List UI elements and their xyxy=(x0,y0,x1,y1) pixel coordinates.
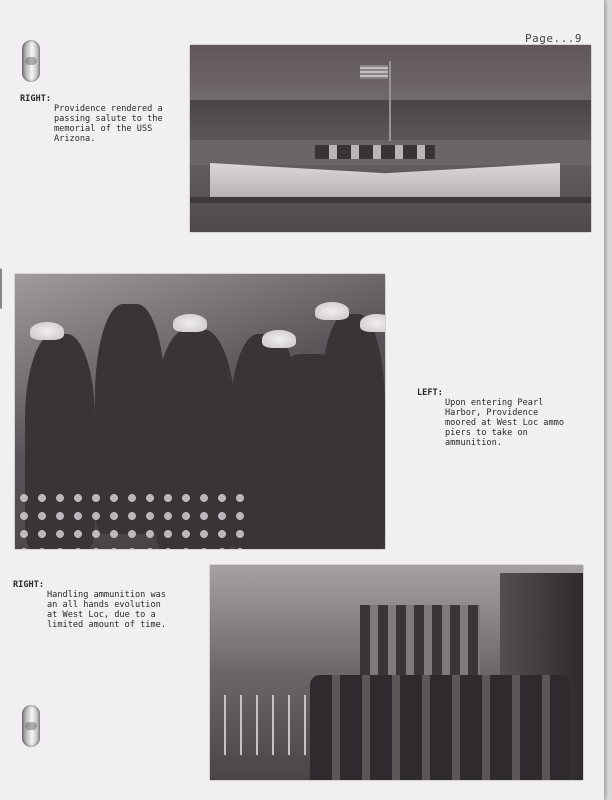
flag-icon xyxy=(360,65,388,79)
page-number: Page...9 xyxy=(525,32,582,45)
photo-ammo-loading xyxy=(15,274,385,549)
ammunition-rack xyxy=(360,605,480,675)
caption-ammo-handling xyxy=(13,580,173,630)
caption-pearl-harbor xyxy=(417,388,567,448)
crew-group xyxy=(310,675,570,780)
caption-direction: RIGHT: xyxy=(13,580,45,590)
binder-hole xyxy=(22,705,40,747)
photo-arizona-memorial xyxy=(190,45,591,232)
caption-text: Handling ammunition was an all hands evolution at West Loc, due to a limited amount of time. xyxy=(47,590,166,630)
caption-direction: LEFT: xyxy=(417,388,443,398)
caption-arizona xyxy=(20,94,170,144)
binder-hole xyxy=(22,40,40,82)
caption-text: Providence rendered a passing salute to the memorial of the USS Arizona. xyxy=(54,104,163,144)
paper-tear xyxy=(0,268,8,312)
caption-direction: RIGHT: xyxy=(20,94,52,104)
ammunition-shells xyxy=(15,489,245,549)
photo-ammo-handling xyxy=(210,565,583,780)
caption-text: Upon entering Pearl Harbor, Providence moored at West Loc ammo piers to take on ammunition. xyxy=(445,398,564,448)
